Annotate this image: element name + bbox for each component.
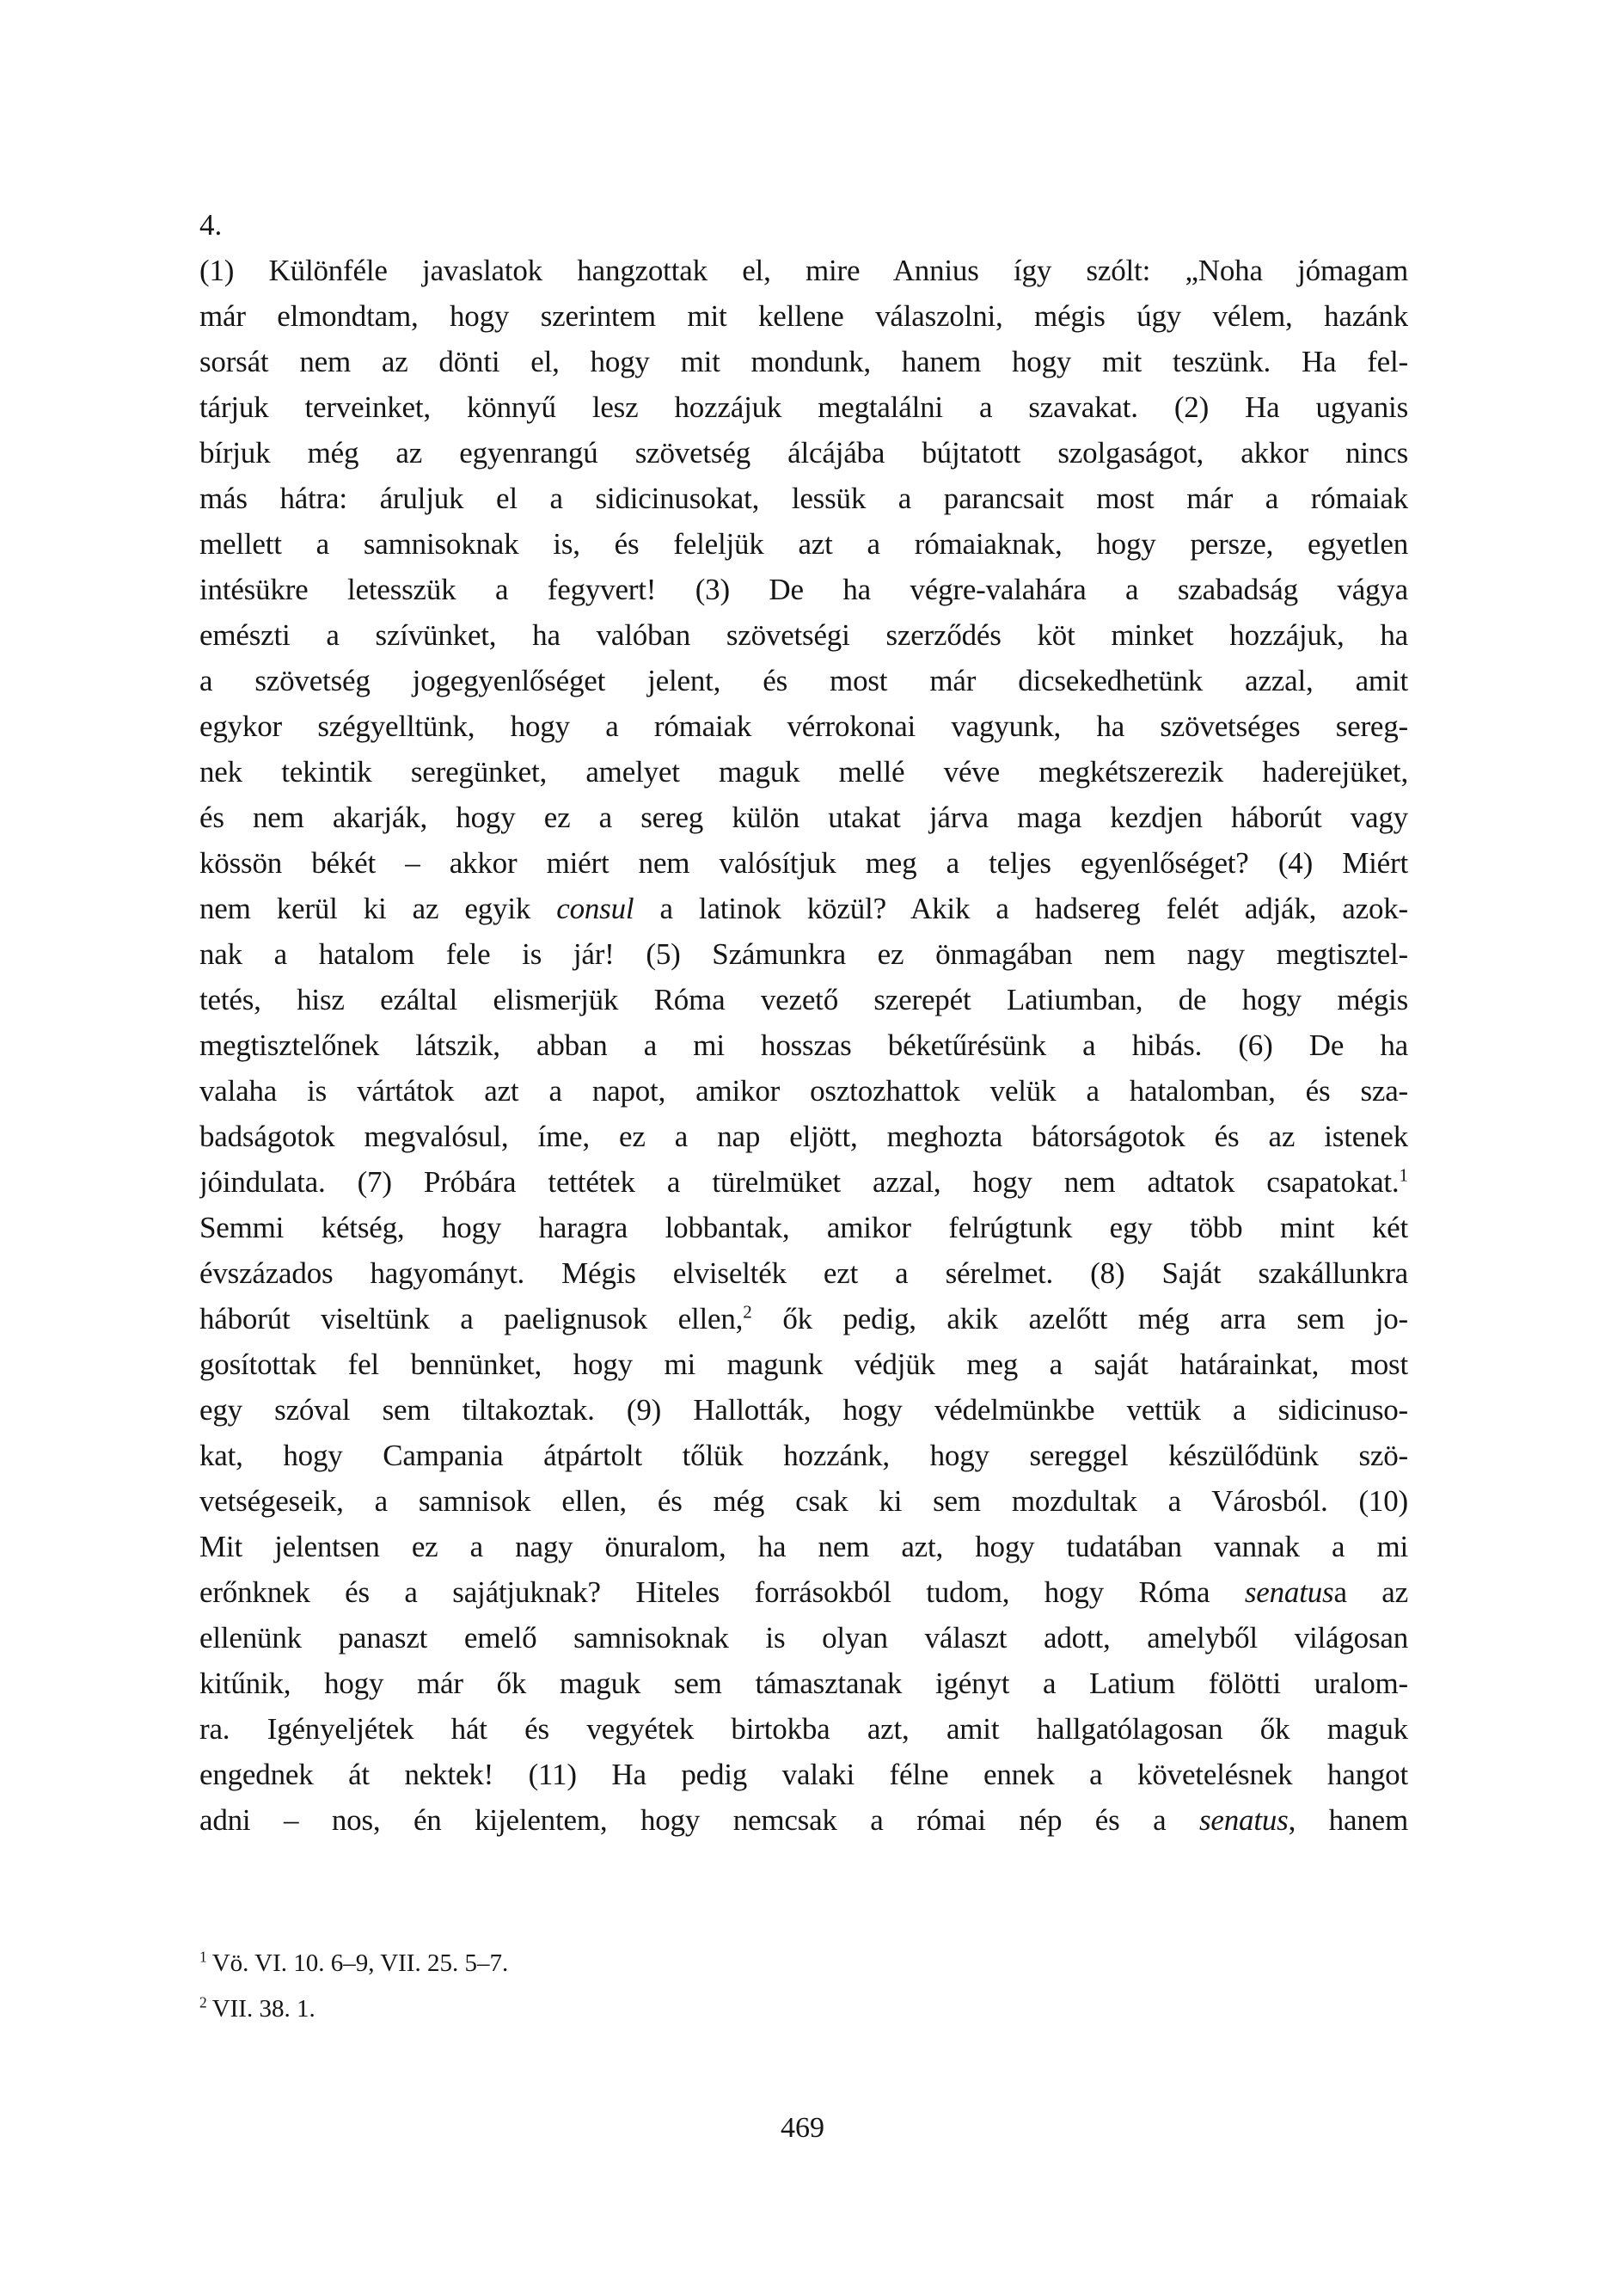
text-line [199,1114,1408,1159]
text-segment: sorsát nem az dönti el, hogy mit mondunk, hanem hogy mit teszünk. Ha fel- [199,345,1408,378]
text-segment: vetségeseik, a samnisok ellen, és még csak ki sem mozdultak a Városból. (10) [199,1484,1408,1518]
text-line [199,1022,1408,1068]
text-segment: és nem akarják, hogy ez a sereg külön utakat járva maga kezdjen háborút vagy [199,801,1408,834]
text-segment: engednek át nektek! (11) Ha pedig valaki félne ennek a követelésnek hangot [199,1758,1408,1791]
text-line [199,567,1408,612]
section-heading: 4. [199,208,223,242]
text-line [199,658,1408,703]
text-line [199,1433,1408,1478]
text-segment: tárjuk terveinket, könnyű lesz hozzájuk megtalálni a szavakat. (2) Ha ugyanis [199,390,1408,424]
text-segment: jóindulata. (7) Próbára tettétek a türelmüket azzal, hogy nem adtatok csapatokat. [199,1165,1400,1199]
text-segment: kitűnik, hogy már ők maguk sem támasztanak igényt a Latium fölötti uralom- [199,1667,1408,1700]
footnote [199,1941,1408,1986]
text-segment: a az [1333,1575,1408,1609]
text-line [199,795,1408,840]
text-line [199,886,1408,931]
text-line [199,703,1408,749]
text-segment: nak a hatalom fele is jár! (5) Számunkra ez önmagában nem nagy megtisztel- [199,937,1408,971]
text-segment: bírjuk még az egyenrangú szövetség álcájába bújtatott szolgaságot, akkor nincs [199,436,1408,470]
text-segment: nek tekintik seregünket, amelyet maguk mellé véve megkétszerezik haderejüket, [199,755,1408,789]
text-segment: kat, hogy Campania átpártolt tőlük hozzánk, hogy sereggel készülődünk szö- [199,1439,1408,1472]
text-segment: intésükre letesszük a fegyvert! (3) De ha végre-valahára a szabadság vágya [199,573,1408,606]
text-line [199,1205,1408,1250]
text-segment: már elmondtam, hogy szerintem mit kellene válaszolni, mégis úgy vélem, hazánk [199,299,1408,333]
text-segment: ra. Igényeljétek hát és vegyétek birtokba azt, amit hallgatólagosan ők maguk [199,1712,1408,1746]
text-line [199,1296,1408,1341]
text-line [199,1752,1408,1797]
text-line [199,840,1408,886]
text-segment: , hanem [1288,1803,1408,1837]
text-line [199,1341,1408,1387]
text-segment: ők pedig, akik azelőtt még arra sem jo- [751,1302,1408,1335]
text-segment: senatus [1244,1575,1334,1609]
text-segment: Semmi kétség, hogy haragra lobbantak, amikor felrúgtunk egy több mint két [199,1211,1408,1244]
text-line [199,384,1408,430]
text-segment: nem kerül ki az egyik [199,892,557,925]
text-line [199,1478,1408,1524]
text-segment: emészti a szívünket, ha valóban szövetségi szerződés köt minket hozzájuk, ha [199,618,1408,652]
text-segment: évszázados hagyományt. Mégis elviselték ezt a sérelmet. (8) Saját szakállunkra [199,1256,1408,1290]
text-line [199,612,1408,658]
text-line [199,931,1408,977]
text-segment: más hátra: áruljuk el a sidicinusokat, lessük a parancsait most már a rómaiak [199,482,1408,515]
text-segment: a latinok közül? Akik a hadsereg felét adják, azok- [634,892,1408,925]
text-segment: mellett a samnisoknak is, és feleljük azt a rómaiaknak, hogy persze, egyetlen [199,527,1408,561]
text-segment: egykor szégyelltünk, hogy a rómaiak vérrokonai vagyunk, ha szövetséges sereg- [199,709,1408,743]
text-line [199,749,1408,795]
text-line [199,1068,1408,1114]
footnote-text: VII. 38. 1. [211,1995,315,2023]
text-segment: Mit jelentsen ez a nagy önuralom, ha nem azt, hogy tudatában vannak a mi [199,1530,1408,1563]
text-line [199,476,1408,521]
paragraph [199,248,1408,1843]
text-segment: senatus [1198,1803,1289,1837]
text-line [199,1661,1408,1706]
text-segment: ellenünk panaszt emelő samnisoknak is olyan választ adott, amelyből világosan [199,1621,1408,1654]
text-line [199,1615,1408,1661]
text-segment: egy szóval sem tiltakoztak. (9) Hallották, hogy védelmünkbe vettük a sidicinuso- [199,1393,1408,1427]
text-line [199,1706,1408,1752]
text-segment: háborút viseltünk a paelignusok ellen, [199,1302,744,1335]
footnote [199,1986,1408,2032]
text-line [199,1250,1408,1296]
text-segment: badságotok megvalósul, íme, ez a nap eljött, meghozta bátorságotok és az istenek [199,1120,1408,1153]
text-line [199,1524,1408,1569]
text-line [199,521,1408,567]
text-segment: valaha is vártátok azt a napot, amikor osztozhattok velük a hatalomban, és sza- [199,1074,1408,1108]
page-number: 469 [781,2112,824,2144]
footnote-reference: 1 [1399,1164,1408,1186]
text-line [199,248,1408,293]
footnote-reference: 2 [743,1301,752,1323]
footnote-marker: 2 [199,1993,207,2011]
text-segment: megtisztelőnek látszik, abban a mi hosszas béketűrésünk a hibás. (6) De ha [199,1028,1408,1062]
footnote-text: Vö. VI. 10. 6–9, VII. 25. 5–7. [211,1949,509,1977]
text-line [199,1387,1408,1433]
text-line [199,430,1408,476]
text-segment: gosítottak fel bennünket, hogy mi magunk védjük meg a saját határainkat, most [199,1348,1408,1381]
text-segment: erőnknek és a sajátjuknak? Hiteles forrásokból tudom, hogy Róma [199,1575,1245,1609]
text-segment: a szövetség jogegyenlőséget jelent, és most már dicsekedhetünk azzal, amit [199,664,1408,697]
text-segment: consul [556,892,634,925]
footnote-marker: 1 [199,1948,207,1966]
text-block [199,202,1408,2032]
text-line [199,977,1408,1022]
text-line [199,1797,1408,1843]
text-segment: (1) Különféle javaslatok hangzottak el, mire Annius így szólt: „Noha jómagam [199,254,1408,287]
text-segment: adni – nos, én kijelentem, hogy nemcsak a római nép és a [199,1803,1199,1837]
text-line [199,1159,1408,1205]
text-segment: tetés, hisz ezáltal elismerjük Róma vezető szerepét Latiumban, de hogy mégis [199,983,1408,1016]
footnotes [199,1941,1408,2032]
text-segment: kössön békét – akkor miért nem valósítjuk meg a teljes egyenlőséget? (4) Miért [199,846,1408,880]
text-line [199,293,1408,339]
text-line [199,1569,1408,1615]
text-line [199,339,1408,384]
